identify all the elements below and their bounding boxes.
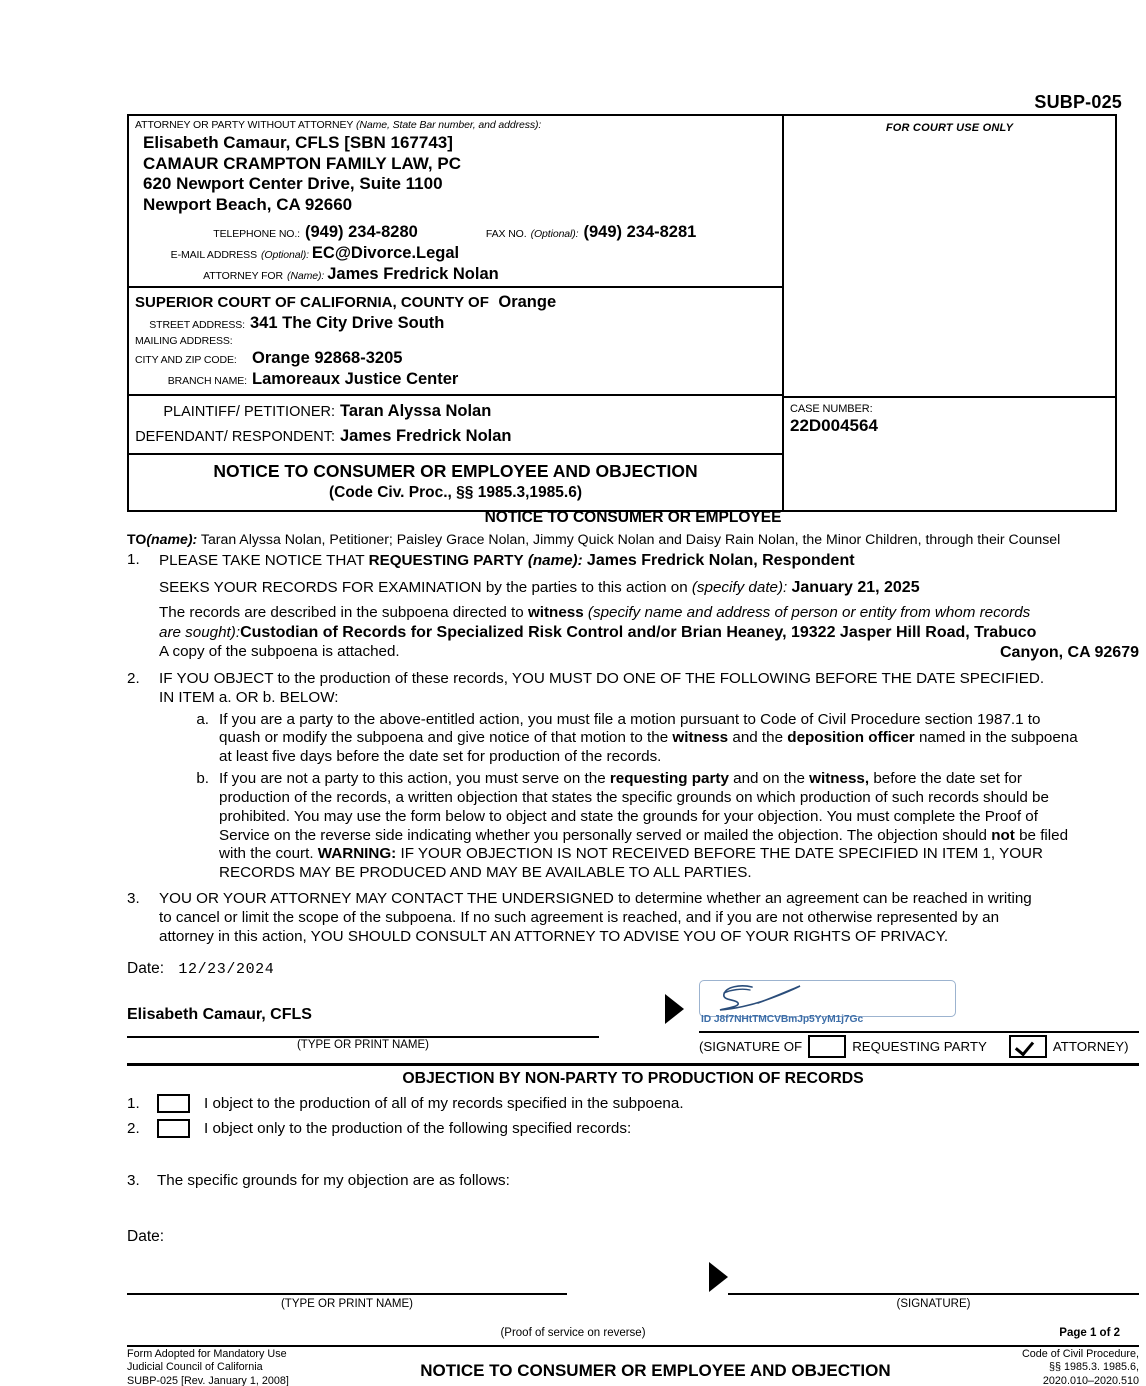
parties-cell bbox=[129, 396, 784, 455]
signature-date-value: 12/23/2024 bbox=[178, 961, 275, 978]
footer-adoption-block bbox=[127, 1348, 289, 1386]
item-2b-warning: WARNING: bbox=[317, 845, 397, 863]
case-number-spacer bbox=[784, 455, 1115, 510]
objection-item-3 bbox=[127, 1172, 1139, 1189]
signature-date-row bbox=[127, 960, 1139, 978]
item-1-lead: PLEASE TAKE NOTICE THAT bbox=[159, 551, 365, 569]
street-address-label: STREET ADDRESS: bbox=[149, 318, 245, 331]
caption-row-title bbox=[129, 455, 1115, 510]
defendant-value: James Fredrick Nolan bbox=[340, 426, 512, 445]
objection-separator bbox=[127, 1063, 1139, 1066]
to-label-italic: (name): bbox=[146, 531, 198, 548]
proof-of-service-note: (Proof of service on reverse) bbox=[500, 1327, 646, 1339]
objection-item-2-number: 2. bbox=[127, 1120, 140, 1137]
signature-legend bbox=[699, 1035, 1146, 1058]
item-2b-line-4 bbox=[219, 827, 1139, 846]
street-address-value: 341 The City Drive South bbox=[250, 313, 445, 332]
print-name-caption: (TYPE OR PRINT NAME) bbox=[296, 1039, 430, 1051]
item-3-line-2: to cancel or limit the scope of the subpoena. If no such agreement is reached, and if you are not otherwise represented by an bbox=[159, 909, 1000, 927]
objection-specified-records-checkbox[interactable] bbox=[157, 1119, 190, 1138]
item-3-line-1: YOU OR YOUR ATTORNEY MAY CONTACT THE UNDERSIGNED to determine whether an agreement can be reached in writing bbox=[159, 890, 1032, 908]
item-2b-l1-d: before the date set for bbox=[873, 770, 1022, 788]
court-name-row bbox=[135, 293, 776, 312]
signature-id: ID J8f7NHtTMCVBmJp5YyM1j7Gc bbox=[701, 1014, 864, 1025]
city-zip-value: Orange 92868-3205 bbox=[252, 348, 403, 367]
notice-item-2a bbox=[187, 711, 1139, 768]
item-2a-line-1: If you are a party to the above-entitled action, you must file a motion pursuant to Code of Civil Procedure section 1987.1 to bbox=[219, 710, 1041, 728]
item-2a-line-2 bbox=[219, 729, 1139, 748]
to-value: Taran Alyssa Nolan, Petitioner; Paisley Grace Nolan, Jimmy Quick Nolan and Daisy Rain Nolan, the Minor Children, through their Counsel bbox=[200, 531, 1061, 548]
item-1-value: James Fredrick Nolan, Respondent bbox=[586, 551, 855, 569]
plaintiff-label: PLAINTIFF/ PETITIONER: bbox=[163, 403, 335, 420]
footer-code-line-2: §§ 1985.3. 1985.6, bbox=[1048, 1361, 1139, 1374]
footer-adopted-line-2: Judicial Council of California bbox=[127, 1361, 263, 1374]
footer-code-block bbox=[1022, 1348, 1139, 1386]
item-1-line-3 bbox=[159, 604, 1139, 623]
objection-item-3-text: The specific grounds for my objection are as follows: bbox=[157, 1172, 510, 1189]
item-2b-l1-a: If you are not a party to this action, you must serve on the bbox=[219, 770, 606, 788]
item-1-line4-italic: are sought): bbox=[159, 624, 241, 642]
item-2a-l2-d: named in the subpoena bbox=[918, 729, 1078, 747]
caption-row-attorney bbox=[129, 116, 1115, 288]
signature-rule bbox=[699, 1031, 1139, 1033]
fax-label-optional: (Optional): bbox=[530, 227, 579, 240]
email-label: E-MAIL ADDRESS bbox=[170, 248, 257, 261]
branch-name-value: Lamoreaux Justice Center bbox=[252, 369, 459, 388]
objection-signature-rule bbox=[728, 1293, 1139, 1295]
branch-name-row bbox=[135, 370, 776, 389]
email-row bbox=[135, 244, 776, 263]
item-2b-l4-a: Service on the reverse side indicating whether you personally served or mailed the objection. The objection should bbox=[219, 826, 987, 844]
attorney-line-3: 620 Newport Center Drive, Suite 1100 bbox=[143, 174, 443, 194]
footer-code-line-1: Code of Civil Procedure, bbox=[1021, 1348, 1139, 1360]
item-2a-l2-a: quash or modify the subpoena and give notice of that motion to the bbox=[219, 729, 669, 747]
caption-box bbox=[127, 114, 1117, 512]
item-2a-l2-c: and the bbox=[732, 729, 784, 747]
attorney-line-4: Newport Beach, CA 92660 bbox=[143, 195, 353, 215]
notice-body bbox=[127, 508, 1139, 947]
signature-date-label: Date: bbox=[127, 960, 165, 977]
court-county: Orange bbox=[498, 292, 557, 311]
item-2b-requesting-party: requesting party bbox=[609, 770, 729, 788]
item-1-witness-city: Canyon, CA 92679 bbox=[999, 644, 1139, 662]
item-2b-line-1 bbox=[219, 770, 1139, 789]
objection-item-3-number: 3. bbox=[127, 1172, 140, 1189]
objection-item-2-text: I object only to the production of the following specified records: bbox=[204, 1120, 632, 1137]
item-2a-witness: witness bbox=[672, 729, 729, 747]
page-indicator: Page 1 of 2 bbox=[1059, 1327, 1120, 1339]
objection-title: OBJECTION BY NON-PARTY TO PRODUCTION OF RECORDS bbox=[402, 1070, 864, 1087]
item-2b-not: not bbox=[991, 826, 1015, 844]
to-line bbox=[127, 531, 1139, 548]
signature-block bbox=[127, 960, 1139, 1054]
signature-legend-prefix: (SIGNATURE OF bbox=[699, 1039, 803, 1054]
attorney-label-italic: (Name, State Bar number, and address): bbox=[355, 119, 542, 131]
item-2-line-2: IN ITEM a. OR b. BELOW: bbox=[159, 688, 339, 706]
item-1-bold: REQUESTING PARTY bbox=[368, 551, 524, 569]
item-2b-l1-c: and on the bbox=[733, 770, 805, 788]
item-1-line-5 bbox=[159, 643, 1139, 663]
attorney-for-label: ATTORNEY FOR bbox=[203, 269, 283, 282]
requesting-party-checkbox[interactable] bbox=[808, 1035, 846, 1058]
doc-title-line2: (Code Civ. Proc., §§ 1985.3,1985.6) bbox=[328, 483, 582, 501]
attorney-for-value: James Fredrick Nolan bbox=[327, 264, 499, 283]
item-1-witness-value: Custodian of Records for Specialized Risk Control and/or Brian Heaney, 19322 Jasper Hill Road, Trabuco bbox=[240, 624, 1037, 642]
attorney-label-legend: ATTORNEY) bbox=[1052, 1039, 1129, 1054]
doc-title-cell bbox=[129, 455, 784, 510]
signature-print-name: Elisabeth Camaur, CFLS bbox=[127, 1006, 312, 1023]
item-2b-witness: witness, bbox=[809, 770, 870, 788]
item-1-line-4 bbox=[159, 623, 1139, 643]
caption-row-parties bbox=[129, 396, 1115, 455]
notice-item-2b bbox=[187, 770, 1139, 883]
requesting-party-label: REQUESTING PARTY bbox=[852, 1039, 987, 1054]
item-2-line-1 bbox=[159, 670, 1139, 689]
defendant-label: DEFENDANT/ RESPONDENT: bbox=[135, 428, 335, 445]
email-value: EC@Divorce.Legal bbox=[311, 243, 460, 262]
objection-all-records-checkbox[interactable] bbox=[157, 1094, 190, 1113]
email-label-optional: (Optional): bbox=[261, 248, 309, 261]
defendant-row bbox=[135, 427, 776, 446]
case-number-value: 22D004564 bbox=[790, 415, 878, 435]
item-1-line3-italic: (specify name and address of person or entity from whom records bbox=[587, 604, 1031, 622]
telephone-label: TELEPHONE NO.: bbox=[213, 227, 300, 240]
attorney-line-1: Elisabeth Camaur, CFLS [SBN 167743] bbox=[143, 133, 453, 152]
mailing-address-label: MAILING ADDRESS: bbox=[135, 334, 233, 347]
fax-label: FAX NO. bbox=[485, 227, 527, 240]
case-number-cell bbox=[784, 396, 1115, 455]
item-2b-l5-c: IF YOUR OBJECTION IS NOT RECEIVED BEFORE THE DATE SPECIFIED IN ITEM 1, YOUR bbox=[400, 845, 1043, 863]
item-1-date-value: January 21, 2025 bbox=[791, 578, 920, 596]
objection-item-1-number: 1. bbox=[127, 1095, 140, 1112]
case-number-label: CASE NUMBER: bbox=[790, 402, 873, 415]
objection-section bbox=[127, 1070, 1139, 1189]
item-1-italic: (name): bbox=[527, 551, 583, 569]
item-1-line2-italic: (specify date): bbox=[691, 578, 788, 596]
item-2b-l5-a: with the court. bbox=[219, 845, 314, 863]
print-name-rule bbox=[127, 1036, 599, 1038]
to-label: TO bbox=[127, 531, 147, 548]
item-2a-line-3: at least five days before the date set for production of the records. bbox=[219, 748, 662, 766]
footer-rule bbox=[127, 1345, 1139, 1347]
notice-item-3 bbox=[127, 890, 1139, 947]
item-1-line-2 bbox=[159, 578, 1139, 598]
objection-print-name-caption: (TYPE OR PRINT NAME) bbox=[280, 1298, 414, 1310]
objection-date-label: Date: bbox=[127, 1228, 165, 1245]
objection-signature-caption: (SIGNATURE) bbox=[896, 1298, 971, 1310]
handwritten-signature-icon bbox=[700, 981, 953, 1014]
item-1-attached-note: A copy of the subpoena is attached. bbox=[159, 643, 400, 661]
court-label: SUPERIOR COURT OF CALIFORNIA, COUNTY OF bbox=[135, 293, 489, 311]
item-2-text-a: IF YOU OBJECT bbox=[159, 669, 274, 687]
item-3-line-3: attorney in this action, YOU SHOULD CONSULT AN ATTORNEY TO ADVISE YOU OF YOUR RIGHTS OF PRIVACY. bbox=[159, 927, 949, 945]
item-1-line3-a: The records are described in the subpoena directed to bbox=[159, 604, 524, 622]
item-1-number: 1. bbox=[127, 550, 140, 568]
attorney-address-block bbox=[135, 131, 776, 216]
street-address-row bbox=[135, 314, 776, 333]
item-2-text-b: to the production of these records, YOU MUST DO ONE OF THE FOLLOWING BEFORE THE DATE SPECIFIED. bbox=[277, 669, 1045, 687]
city-zip-label: CITY AND ZIP CODE: bbox=[135, 353, 237, 366]
notice-item-1 bbox=[127, 551, 1139, 663]
item-1-line-1 bbox=[159, 551, 1139, 571]
attorney-cell bbox=[129, 116, 784, 288]
court-cell bbox=[129, 288, 784, 396]
notice-heading: NOTICE TO CONSUMER OR EMPLOYEE bbox=[484, 509, 782, 526]
footer-code-line-3: 2020.010–2020.510 bbox=[1042, 1374, 1139, 1386]
plaintiff-row bbox=[135, 402, 776, 421]
telephone-fax-row bbox=[135, 223, 776, 242]
arrow-right-icon bbox=[665, 994, 684, 1024]
fax-value: (949) 234-8281 bbox=[583, 222, 697, 241]
footer bbox=[127, 1348, 1139, 1386]
attorney-line-2: CAMAUR CRAMPTON FAMILY LAW, PC bbox=[143, 153, 461, 173]
item-3-number: 3. bbox=[127, 890, 140, 908]
item-2a-number: a. bbox=[196, 710, 209, 728]
for-court-use-label: FOR COURT USE ONLY bbox=[885, 122, 1014, 134]
court-use-spacer bbox=[784, 288, 1115, 396]
branch-name-label: BRANCH NAME: bbox=[167, 374, 247, 387]
footer-adopted-line-1: Form Adopted for Mandatory Use bbox=[127, 1348, 287, 1360]
footer-title: NOTICE TO CONSUMER OR EMPLOYEE AND OBJECTION bbox=[420, 1361, 891, 1380]
arrow-right-icon-bottom bbox=[709, 1262, 728, 1292]
attorney-checkbox[interactable] bbox=[1009, 1035, 1047, 1058]
item-2a-deposition-officer: deposition officer bbox=[787, 729, 915, 747]
objection-item-1 bbox=[127, 1094, 1139, 1113]
objection-item-1-text: I object to the production of all of my records specified in the subpoena. bbox=[204, 1095, 684, 1112]
signature-field[interactable] bbox=[699, 980, 956, 1017]
caption-row-court bbox=[129, 288, 1115, 396]
form-number: SUBP-025 bbox=[1034, 92, 1122, 112]
item-2b-l4-c: be filed bbox=[1019, 826, 1069, 844]
notice-item-2 bbox=[127, 670, 1139, 883]
attorney-for-row bbox=[135, 265, 776, 284]
doc-title-line1: NOTICE TO CONSUMER OR EMPLOYEE AND OBJECTION bbox=[213, 460, 698, 481]
item-2b-line-6: RECORDS MAY BE PRODUCED AND MAY BE AVAILABLE TO ALL PARTIES. bbox=[219, 864, 752, 882]
attorney-for-italic: (Name): bbox=[287, 269, 325, 282]
attorney-label-prefix: ATTORNEY OR PARTY WITHOUT ATTORNEY bbox=[135, 119, 354, 131]
for-court-use-cell bbox=[784, 116, 1115, 288]
objection-print-name-rule bbox=[127, 1293, 567, 1295]
city-zip-row bbox=[135, 349, 776, 368]
plaintiff-value: Taran Alyssa Nolan bbox=[340, 401, 492, 420]
item-2b-line-5 bbox=[219, 845, 1139, 864]
objection-item-2 bbox=[127, 1119, 1139, 1138]
attorney-label bbox=[135, 119, 776, 131]
telephone-value: (949) 234-8280 bbox=[305, 222, 418, 241]
item-1-line2-lead: SEEKS YOUR RECORDS FOR EXAMINATION by the parties to this action on bbox=[159, 578, 688, 596]
item-1-witness-bold: witness bbox=[527, 604, 584, 622]
footer-adopted-line-3: SUBP-025 [Rev. January 1, 2008] bbox=[127, 1374, 289, 1386]
item-2b-line-3: prohibited. You may use the form below to object and state the grounds for your objection. You must complete the Proof of bbox=[219, 807, 1038, 825]
item-2b-line-2: production of the records, a written objection that states the specific grounds on which production of such records should be bbox=[219, 788, 1049, 806]
item-2-number: 2. bbox=[127, 669, 140, 687]
mailing-address-row bbox=[135, 335, 776, 347]
item-2b-number: b. bbox=[196, 770, 209, 788]
